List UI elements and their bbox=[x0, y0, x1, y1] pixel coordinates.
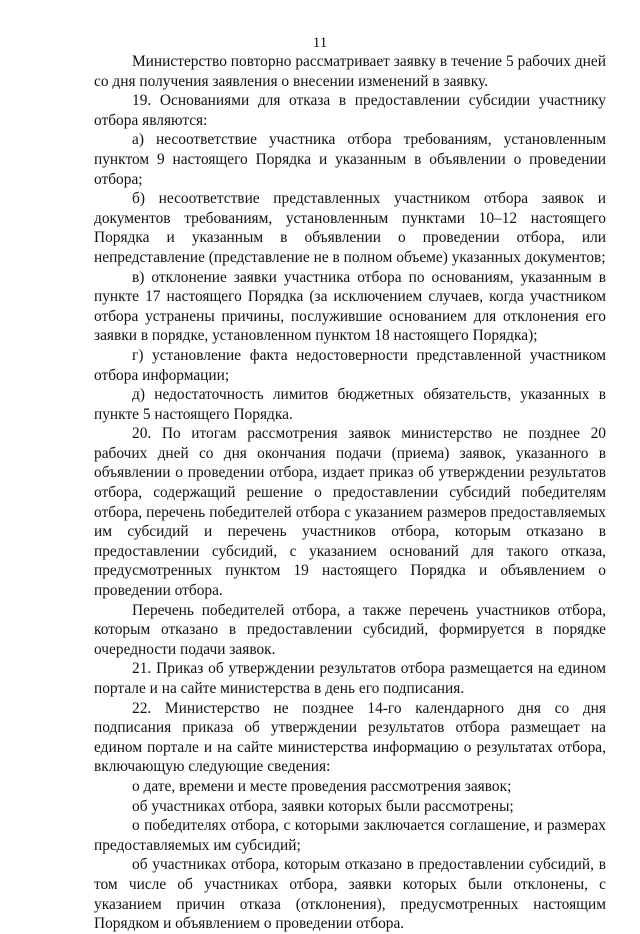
paragraph: 21. Приказ об утверждении результатов отбора размещается на едином портале и на сайте министерства в день его подписания. bbox=[94, 660, 606, 697]
paragraph: а) несоответствие участника отбора требованиям, установленным пунктом 9 настоящего Порядка и указанным в объявлении о проведении отбора; bbox=[94, 131, 606, 188]
paragraph: о победителях отбора, с которыми заключается соглашение, и размерах предоставляемых им субсидий; bbox=[94, 817, 606, 854]
document-body bbox=[94, 52, 606, 934]
paragraph: Министерство повторно рассматривает заявку в течение 5 рабочих дней со дня получения заявления о внесении изменений в заявку. bbox=[94, 53, 606, 90]
paragraph: г) установление факта недостоверности представленной участником отбора информации; bbox=[94, 346, 606, 384]
paragraph: в) отклонение заявки участника отбора по основаниям, указанным в пункте 17 настоящего Порядка (за исключением случаев, когда участником отбора устранены причины, послужившие основанием для отклонения его заявки в порядке, установленном пунктом 18 настоящего Порядка); bbox=[94, 268, 606, 345]
page-number: 11 bbox=[312, 35, 328, 51]
paragraph: д) недостаточность лимитов бюджетных обязательств, указанных в пункте 5 настоящего Порядка. bbox=[94, 386, 606, 423]
paragraph: 22. Министерство не позднее 14-го календарного дня со дня подписания приказа об утверждении результатов отбора размещает на едином портале и на сайте министерства информацию о результатах отбора, включающую следующие сведения: bbox=[94, 699, 606, 776]
paragraph: об участниках отбора, заявки которых были рассмотрены; bbox=[132, 797, 514, 815]
paragraph: 19. Основаниями для отказа в предоставлении субсидии участнику отбора являются: bbox=[94, 92, 606, 129]
paragraph: 20. По итогам рассмотрения заявок министерство не позднее 20 рабочих дней со дня окончания подачи (приема) заявок, указанного в объявлении о проведении отбора, издает приказ об утверждении результатов отбора, содержащий решение о предоставлении субсидий победителям отбора, перечень победителей отбора с указанием размеров предоставляемых им субсидий и перечень участников отбора, которым отказано в предоставлении субсидий, с указанием оснований для такого отказа, предусмотренных пунктом 19 настоящего Порядка и объявлением о проведении отбора. bbox=[94, 425, 606, 600]
paragraph: об участниках отбора, которым отказано в предоставлении субсидий, в том числе об участниках отбора, заявки которых были отклонены, с указанием причин отказа (отклонения), предусмотренных настоящим Порядком и объявлением о проведении отбора. bbox=[94, 856, 606, 933]
paragraph: о дате, времени и месте проведения рассмотрения заявок; bbox=[132, 777, 512, 795]
paragraph: Перечень победителей отбора, а также перечень участников отбора, которым отказано в предоставлении субсидий, формируется в порядке очередности подачи заявок. bbox=[94, 601, 606, 658]
paragraph: б) несоответствие представленных участником отбора заявок и документов требованиям, установленным пунктами 10–12 настоящего Порядка и указанным в объявлении о проведении отбора, или непредставление (представление не в полном объеме) указанных документов; bbox=[94, 190, 606, 266]
